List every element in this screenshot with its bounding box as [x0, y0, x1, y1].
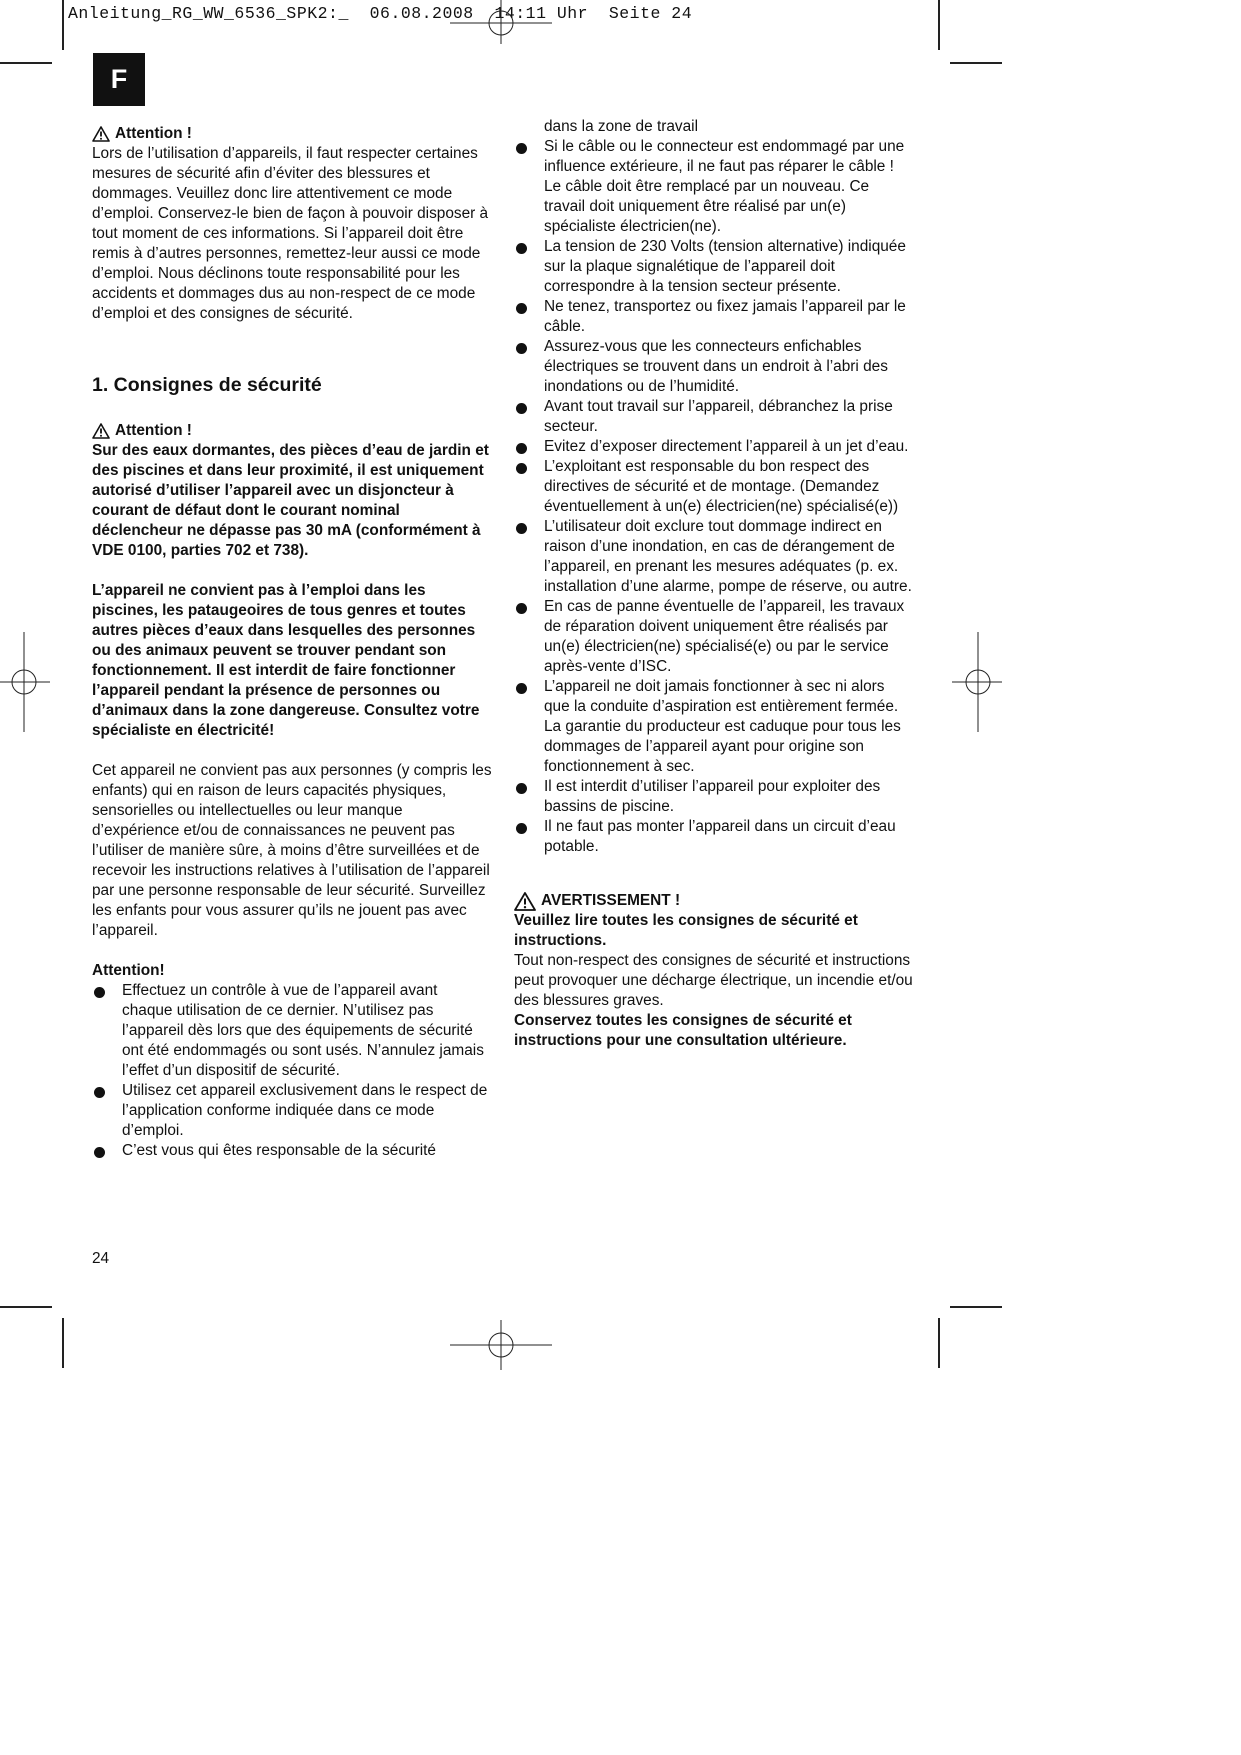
- list-item: Effectuez un contrôle à vue de l’appareil avant chaque utilisation de ce dernier. N’utilisez pas l’appareil dès lors que des équipements de sécurité ont été endommagés ou sont usés. N’annulez jamais l’effet d’un dispositif de sécurité.: [92, 981, 492, 1081]
- list-item: Si le câble ou le connecteur est endommagé par une influence extérieure, il ne faut pas réparer le câble ! Le câble doit être remplacé par un nouveau. Ce travail doit uniquement être réalisé par un(e) spécialiste électricien(ne).: [514, 137, 914, 237]
- registration-mark-left: [0, 632, 50, 732]
- print-header: Anleitung_RG_WW_6536_SPK2:_ 06.08.2008 14:11 Uhr Seite 24: [68, 4, 693, 23]
- crop-mark-top-right-vertical: [938, 0, 940, 50]
- section-heading: 1. Consignes de sécurité: [92, 374, 322, 396]
- warning-keep-instructions: Conservez toutes les consignes de sécurité et instructions pour une consultation ultérieure.: [514, 1012, 852, 1049]
- list-item: En cas de panne éventuelle de l’appareil, les travaux de réparation doivent uniquement être réalisés par un(e) électricien(ne) spécialisé(e) ou par le service après-vente d’ISC.: [514, 597, 914, 677]
- list-item: L’appareil ne doit jamais fonctionner à sec ni alors que la conduite d’aspiration est entièrement fermée. La garantie du producteur est caduque pour tous les dommages de l’appareil ayant pour origine son fonctionnement à sec.: [514, 677, 914, 777]
- bullet-dot-icon: [516, 523, 527, 534]
- crop-mark-top-left-horizontal: [0, 62, 52, 64]
- list-item: C’est vous qui êtes responsable de la sécurité: [92, 1141, 492, 1161]
- bullet-dot-icon: [516, 823, 527, 834]
- bullet-dot-icon: [516, 143, 527, 154]
- bullet-dot-icon: [516, 443, 527, 454]
- registration-mark-right: [952, 632, 1002, 732]
- warning-heading: [514, 891, 914, 911]
- bullet-dot-icon: [516, 303, 527, 314]
- right-column: [514, 117, 914, 1051]
- warning-triangle-icon: [92, 126, 110, 142]
- pool-usage-paragraph: L’appareil ne convient pas à l’emploi dans les piscines, les pataugeoires de tous genres et toutes autres pièces d’eaux dans lesquelles des personnes ou des animaux peuvent se trouver pendant son fonctionnement. Il est interdit de faire fonctionner l’appareil pendant la présence de personnes ou d’animaux dans la zone dangereuse. Consultez votre spécialiste en électricité!: [92, 582, 480, 739]
- bullet-dot-icon: [516, 463, 527, 474]
- attention-heading-2: [92, 421, 492, 441]
- attention-title-2: Attention !: [115, 422, 192, 439]
- crop-mark-top-left-vertical: [62, 0, 64, 50]
- bullet-dot-icon: [516, 243, 527, 254]
- attention-title-1: Attention !: [115, 125, 192, 142]
- bullet-dot-icon: [94, 1147, 105, 1158]
- list-item: L’exploitant est responsable du bon respect des directives de sécurité et de montage. (Demandez éventuellement à un(e) électricien(ne) spécialisé(e)): [514, 457, 914, 517]
- list-item: La tension de 230 Volts (tension alternative) indiquée sur la plaque signalétique de l’appareil doit correspondre à la tension secteur présente.: [514, 237, 914, 297]
- crop-mark-bottom-right-horizontal: [950, 1306, 1002, 1308]
- warning-triangle-icon: [92, 423, 110, 439]
- right-bullet-list: [514, 137, 914, 857]
- list-item: Evitez d’exposer directement l’appareil à un jet d’eau.: [514, 437, 914, 457]
- crop-mark-bottom-right-vertical: [938, 1318, 940, 1368]
- language-marker: F: [93, 53, 145, 106]
- list-item: Il est interdit d’utiliser l’appareil pour exploiter des bassins de piscine.: [514, 777, 914, 817]
- list-item: Utilisez cet appareil exclusivement dans le respect de l’application conforme indiquée dans ce mode d’emploi.: [92, 1081, 492, 1141]
- warning-read-instructions: Veuillez lire toutes les consignes de sécurité et instructions.: [514, 912, 858, 949]
- residual-current-paragraph: Sur des eaux dormantes, des pièces d’eau de jardin et des piscines et dans leur proximité, il est uniquement autorisé d’utiliser l’appareil avec un disjoncteur à courant de défaut dont le courant nominal déclencheur ne dépasse pas 30 mA (conformément à VDE 0100, parties 702 et 738).: [92, 442, 489, 559]
- attention-heading-1: [92, 124, 492, 144]
- persons-paragraph: Cet appareil ne convient pas aux personnes (y compris les enfants) qui en raison de leurs capacités physiques, sensorielles ou intellectuelles ou leur manque d’expérience et/ou de connaissances ne peuvent pas l’utiliser de manière sûre, à moins d’être surveillées et de recevoir les instructions relatives à l’utilisation de l’appareil par une personne responsable de leur sécurité. Surveillez les enfants pour vous assurer qu’ils ne jouent pas avec l’appareil.: [92, 762, 492, 939]
- warning-triangle-icon: [514, 892, 536, 911]
- crop-mark-bottom-left-horizontal: [0, 1306, 52, 1308]
- intro-paragraph: Lors de l’utilisation d’appareils, il faut respecter certaines mesures de sécurité afin d’éviter des blessures et dommages. Veuillez donc lire attentivement ce mode d’emploi. Conservez-le bien de façon à pouvoir disposer à tout moment de ces informations. Si l’appareil doit être remis à d’autres personnes, remettez-leur aussi ce mode d’emploi. Nous déclinons toute responsabilité pour les accidents et dommages dus au non-respect de ce mode d’emploi et des consignes de sécurité.: [92, 145, 489, 322]
- bullet-dot-icon: [94, 987, 105, 998]
- crop-mark-top-right-horizontal: [950, 62, 1002, 64]
- page-number: 24: [92, 1250, 110, 1267]
- left-column: [92, 124, 492, 1161]
- bullet-dot-icon: [516, 603, 527, 614]
- list-item: L’utilisateur doit exclure tout dommage indirect en raison d’une inondation, en cas de dérangement de l’appareil, en prenant les mesures adéquates (p. ex. installation d’une alarme, pompe de réserve, ou autre.: [514, 517, 914, 597]
- registration-mark-top: [450, 0, 552, 44]
- left-bullet-list: [92, 981, 492, 1161]
- bullet-dot-icon: [516, 783, 527, 794]
- list-item: Assurez-vous que les connecteurs enfichables électriques se trouvent dans un endroit à l’abri des inondations ou de l’humidité.: [514, 337, 914, 397]
- crop-mark-bottom-left-vertical: [62, 1318, 64, 1368]
- list-item: Il ne faut pas monter l’appareil dans un circuit d’eau potable.: [514, 817, 914, 857]
- continuation-text: dans la zone de travail: [544, 118, 699, 135]
- attention-heading-3: Attention!: [92, 962, 165, 979]
- list-item: Avant tout travail sur l’appareil, débranchez la prise secteur.: [514, 397, 914, 437]
- bullet-dot-icon: [94, 1087, 105, 1098]
- warning-title: AVERTISSEMENT !: [541, 892, 681, 909]
- warning-consequences: Tout non-respect des consignes de sécurité et instructions peut provoquer une décharge électrique, un incendie et/ou des blessures graves.: [514, 952, 913, 1009]
- bullet-dot-icon: [516, 343, 527, 354]
- bullet-dot-icon: [516, 403, 527, 414]
- bullet-dot-icon: [516, 683, 527, 694]
- registration-mark-bottom: [450, 1320, 552, 1370]
- list-item: Ne tenez, transportez ou fixez jamais l’appareil par le câble.: [514, 297, 914, 337]
